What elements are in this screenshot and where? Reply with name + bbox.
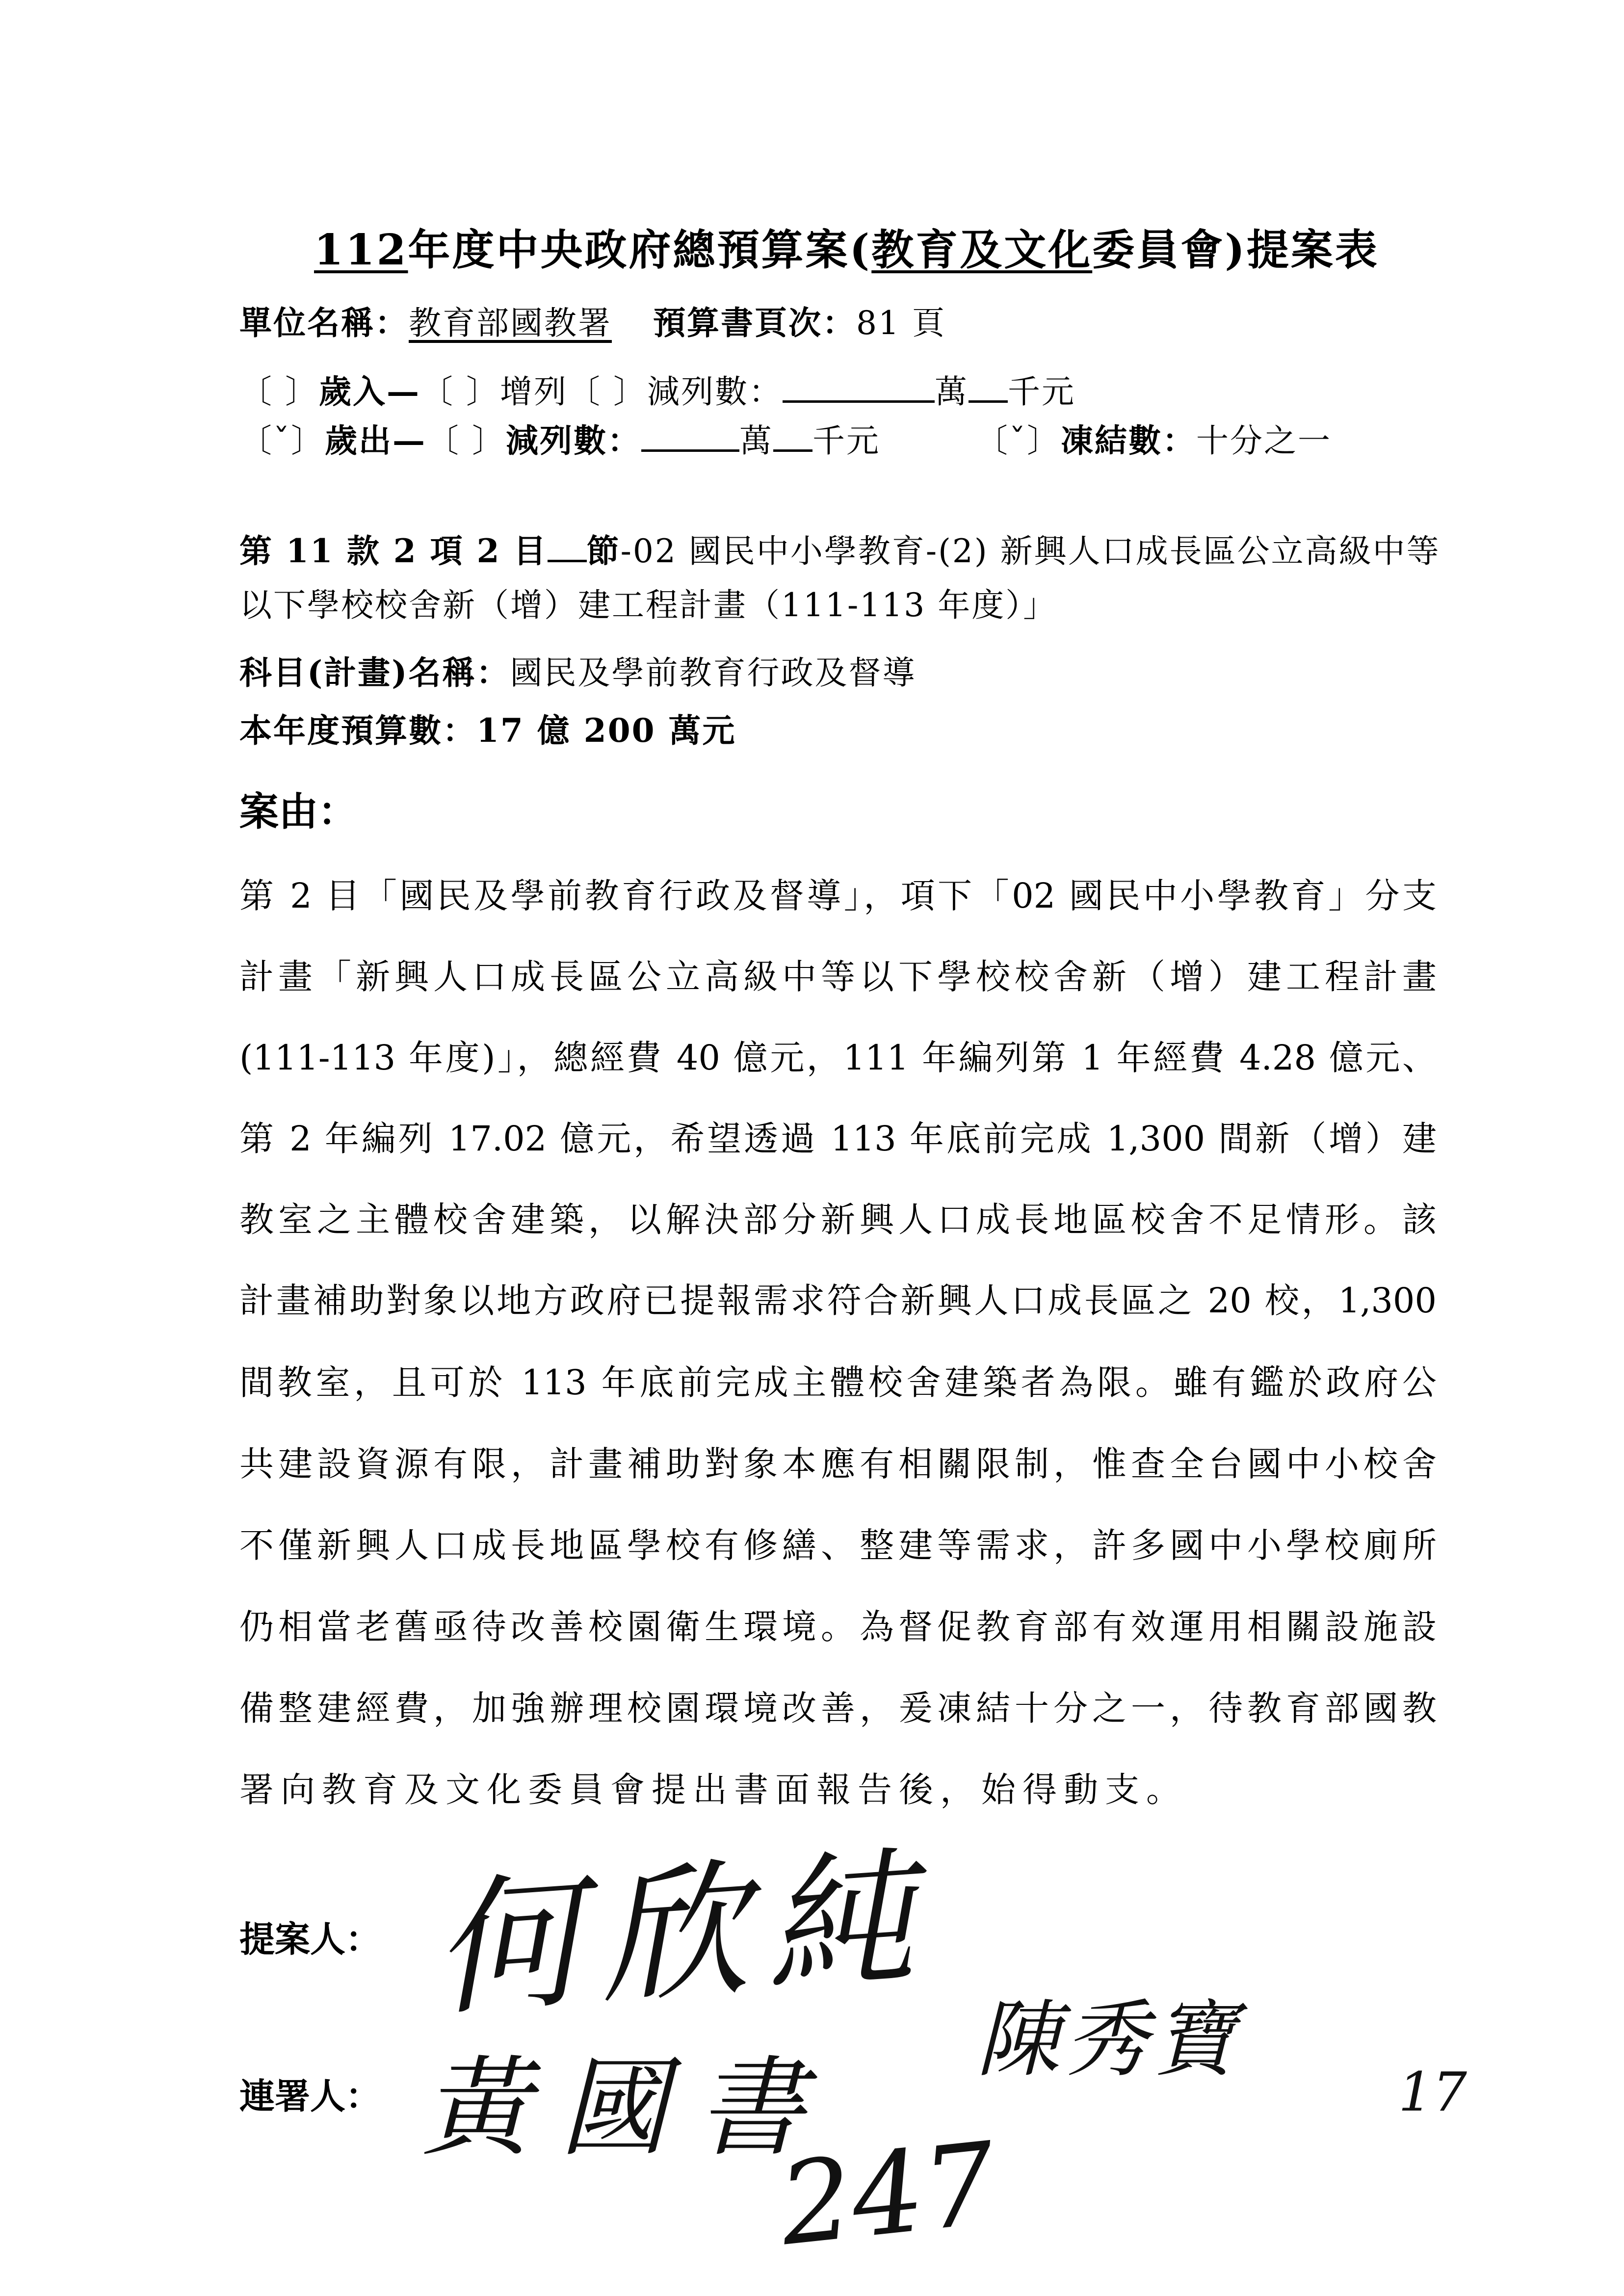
handwritten-number: 247 [774,2118,1002,2271]
cosigner-label: 連署人： [239,2075,381,2117]
proposer-signature: 何欣純 [427,1830,939,2037]
reason-line: 署向教育及文化委員會提出書面報告後，始得動支。 [239,1770,1187,1810]
item-line-1: 第 11 款 2 項 2 目 節-02 國民中小學教育-(2) 新興人口成長區公立高級中等 [239,525,1441,572]
reason-line: 計畫「新興人口成長區公立高級中等以下學校校舍新（增）建工程計畫 [239,957,1437,997]
expense-checkbox: 〔ˇ〕 [239,422,325,460]
reason-line: 第 2 年編列 17.02 億元，希望透過 113 年底前完成 1,300 間新（增）建 [239,1119,1437,1159]
freeze-value: 十分之一 [1196,422,1332,460]
reason-line: (111-113 年度)」，總經費 40 億元，111 年編列第 1 年經費 4.28 億元、 [239,1038,1437,1078]
blank-qian [773,420,812,452]
page-title: 112年度中央政府總預算案(教育及文化委員會)提案表 [314,225,1379,275]
handwritten-page-mark: 17 [1398,2061,1467,2123]
blank-wan [641,420,739,452]
blank-section [548,530,587,562]
reason-line: 共建設資源有限，計畫補助對象本應有相關限制，惟查全台國中小校舍 [239,1444,1437,1484]
reason-line: 仍相當老舊亟待改善校園衛生環境。為督促教育部有效運用相關設施設 [239,1607,1437,1647]
blank-qian [969,371,1008,403]
proposer-label: 提案人： [239,1918,381,1960]
expense-line: 〔ˇ〕歲出—〔 〕減列數： 萬 千元 〔ˇ〕凍結數：十分之一 [239,415,1332,461]
cosigner-signature-1: 黃國書 [422,2045,835,2171]
blank-wan [783,371,935,403]
unit-name: 教育部國教署 [409,304,612,342]
reason-line: 計畫補助對象以地方政府已提報需求符合新興人口成長區之 20 校，1,300 [239,1280,1437,1321]
reason-line: 教室之主體校舍建築，以解決部分新興人口成長地區校舍不足情形。該 [239,1200,1437,1240]
reason-heading: 案由： [239,788,357,835]
reason-line: 備整建經費，加強辦理校園環境改善，爰凍結十分之一，待教育部國教 [239,1688,1437,1728]
unit-line: 單位名稱：教育部國教署 預算書頁次：81 頁 [239,304,946,342]
cosigner-signature-2: 陳秀寶 [976,1991,1242,2088]
revenue-line: 〔 〕歲入—〔 〕增列〔 〕減列數： 萬 千元 [239,365,1075,412]
subject-line: 科目(計畫)名稱：國民及學前教育行政及督導 [239,653,917,692]
reason-line: 間教室，且可於 113 年底前完成主體校舍建築者為限。雖有鑑於政府公 [239,1362,1437,1403]
reason-line: 不僅新興人口成長地區學校有修繕、整建等需求，許多國中小學校廁所 [239,1525,1437,1565]
page-number: 81 頁 [856,304,946,342]
reason-line: 第 2 目「國民及學前教育行政及督導」，項下「02 國民中小學教育」分支 [239,876,1437,916]
freeze-checkbox: 〔ˇ〕 [975,422,1061,460]
revenue-checkbox: 〔 〕 [239,373,319,411]
budget-line: 本年度預算數：17 億 200 萬元 [239,711,736,750]
item-line-2: 以下學校校舍新（增）建工程計畫（111-113 年度）」 [239,586,1057,624]
